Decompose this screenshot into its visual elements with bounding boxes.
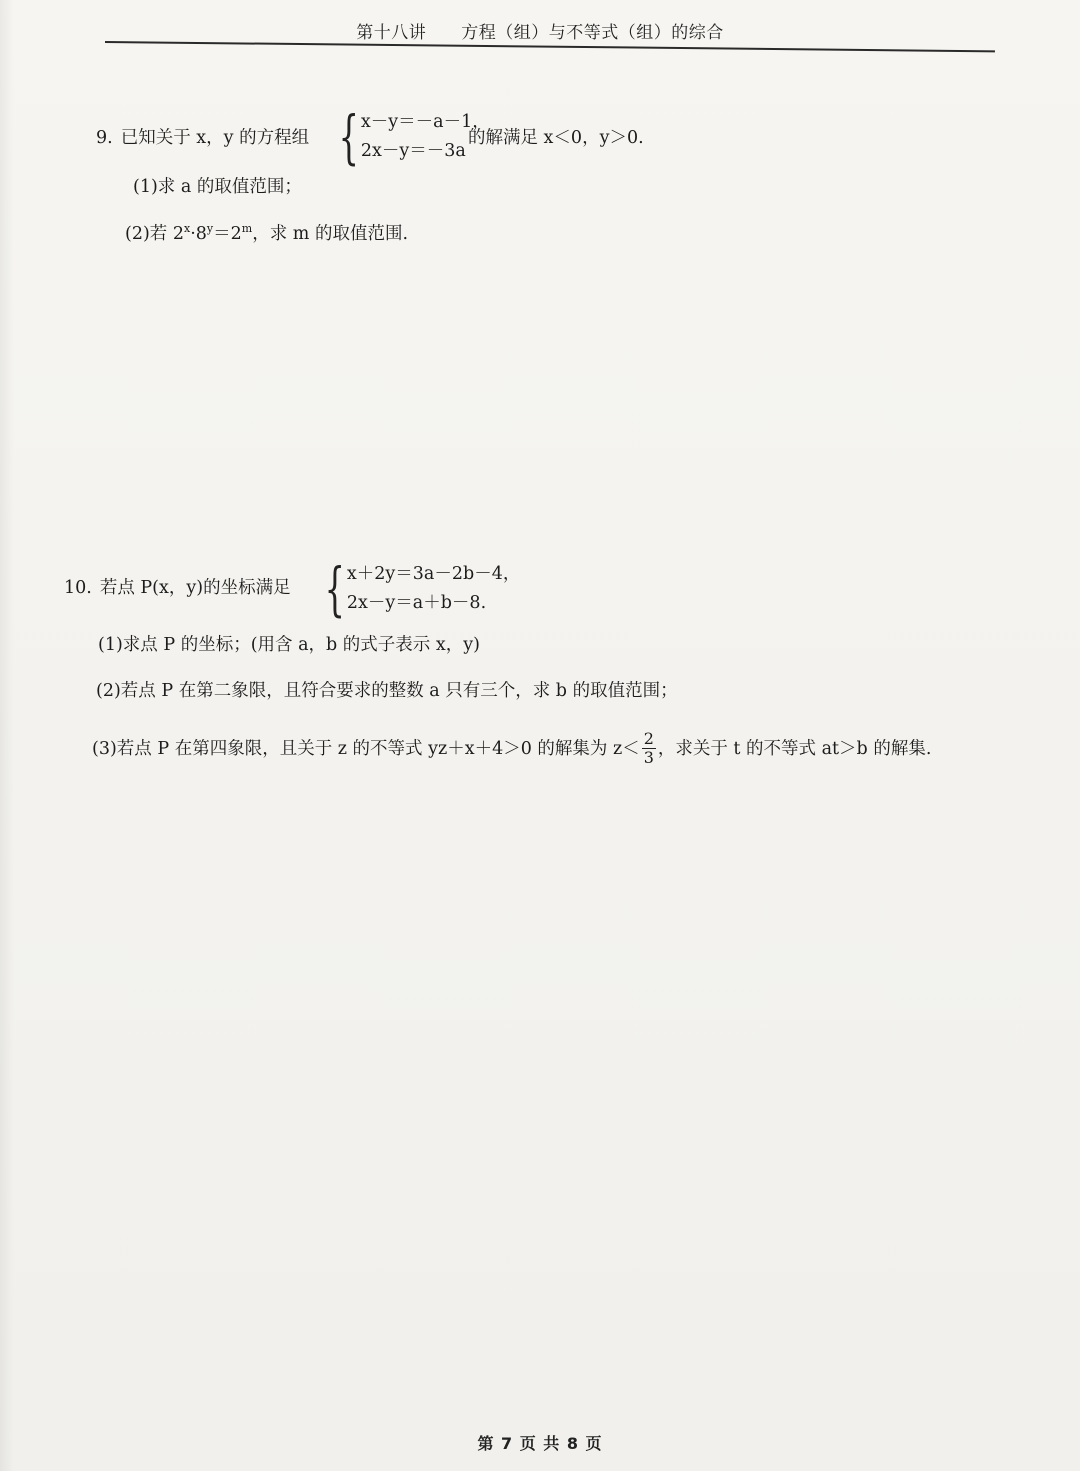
q10-part3	[92, 731, 931, 768]
q9-part2-post: ，求 m 的取值范围.	[252, 223, 409, 244]
q9-part2-exp-x: x	[184, 222, 191, 235]
q9-part1: (1)求 a 的取值范围；	[133, 177, 302, 197]
q10-brace: {	[324, 555, 345, 623]
q9-eq2: 2x－y＝－3a	[360, 141, 466, 161]
header-title: 第十八讲 方程（组）与不等式（组）的综合	[356, 23, 724, 43]
q9-part2	[125, 217, 408, 246]
q10-part3-pre: (3)若点 P 在第四象限，且关于 z 的不等式 yz＋x＋4＞0 的解集为 z＜	[92, 739, 640, 759]
page-edge-shadow	[0, 0, 14, 1471]
q9-part2-exp-y: y	[206, 222, 214, 235]
q10-part1: (1)求点 P 的坐标；(用含 a，b 的式子表示 x，y)	[98, 635, 480, 655]
q10-equations	[347, 560, 520, 618]
q10-lead-line	[64, 576, 291, 600]
q10-eq2: 2x－y＝a＋b－8.	[346, 593, 487, 613]
q10-equation-system	[308, 555, 521, 623]
q9-eq1: x－y＝－a－1，	[360, 112, 490, 132]
q10-eq1: x＋2y＝3a－2b－4，	[346, 564, 521, 584]
q10-part3-post: ，求关于 t 的不等式 at＞b 的解集.	[657, 739, 932, 759]
q9-number: 9.	[96, 128, 113, 148]
fraction-numerator: 2	[643, 729, 654, 748]
q9-part2-mid: ·8	[190, 223, 207, 244]
q10-lead: 若点 P(x，y)的坐标满足	[99, 578, 291, 598]
q9-part2-exp-m: m	[241, 222, 253, 235]
q9-tail: 的解满足 x＜0，y＞0.	[468, 128, 644, 148]
page-number-footer: 第 7 页 共 8 页	[477, 1434, 603, 1453]
q9-lead-line	[96, 126, 309, 150]
q9-brace: {	[338, 103, 359, 171]
q9-part2-eq: ＝2	[213, 223, 242, 244]
fraction-denominator: 3	[643, 748, 654, 767]
q9-equation-system	[322, 103, 490, 171]
q9-part2-pre: (2)若 2	[125, 223, 184, 244]
q10-part3-fraction	[642, 730, 656, 767]
q9-lead: 已知关于 x，y 的方程组	[120, 128, 310, 148]
q10-part2: (2)若点 P 在第二象限，且符合要求的整数 a 只有三个，求 b 的取值范围；	[96, 681, 678, 701]
q10-number: 10.	[64, 578, 92, 598]
